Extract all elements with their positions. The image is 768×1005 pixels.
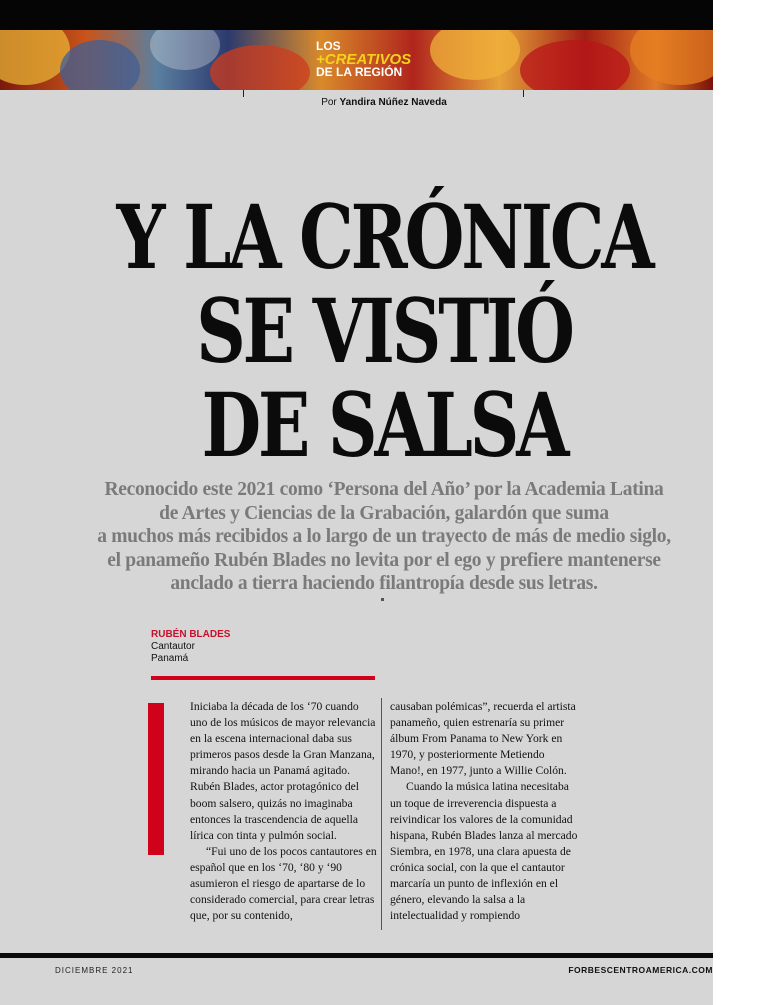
body-paragraph: “Fui uno de los pocos cantautores en español que en los ‘70, ‘80 y ‘90 asumieron el riesgo de apartarse de lo considerado comercial, para crear letras que, por su contenido, <box>190 844 377 923</box>
profile-name: RUBÉN BLADES <box>151 629 231 640</box>
byline-author: Yandira Núñez Naveda <box>339 97 447 108</box>
red-accent-bar <box>148 703 164 855</box>
section-title-line: DE LA REGIÓN <box>316 65 403 79</box>
headline-line: DE SALSA <box>201 373 567 477</box>
section-title-accent: +CREATIVOS <box>316 51 412 68</box>
byline-prefix: Por <box>321 97 337 108</box>
column-divider <box>381 698 382 930</box>
banner-paint-blob <box>60 40 140 90</box>
footer-rule <box>0 953 713 958</box>
banner-paint-blob <box>520 40 630 90</box>
body-paragraph: causaban polémicas”, recuerda el artista panameño, quien estrenaría su primer álbum From Panama to New York en 1970, y posteriormente Metiendo Mano!, en 1977, junto a Willie Colón. <box>390 700 576 778</box>
body-paragraph: Iniciaba la década de los ‘70 cuando uno de los músicos de mayor relevancia en la escena internacional daba sus primeros pasos desde la Gran Manzana, mirando hacia un Panamá agitado. Rubén Blades, actor protagónico del boom salsero, quizás no imaginaba entonces la trascendencia de aquella lírica con tinta y pulmón social. <box>190 700 376 842</box>
banner-paint-blob <box>630 30 713 85</box>
headline-line: Y LA CRÓNICA <box>116 185 652 289</box>
section-title <box>316 40 436 79</box>
footer-date: DICIEMBRE 2021 <box>55 966 134 975</box>
deck-line: Reconocido este 2021 como ‘Persona del Año’ por la Academia Latina <box>104 479 664 500</box>
section-title-line: LOS <box>316 39 341 53</box>
banner-paint-blob <box>0 30 70 85</box>
footer-website: FORBESCENTROAMERICA.COM <box>568 965 713 975</box>
body-column-left <box>190 699 378 924</box>
deck-line: el panameño Rubén Blades no levita por el ego y prefiere mantenerse <box>107 549 661 571</box>
deck-line: anclado a tierra haciendo filantropía desde sus letras. <box>170 573 598 594</box>
deck-subtitle <box>90 478 678 596</box>
headline-line: SE VISTIÓ <box>196 279 572 383</box>
page-margin <box>713 0 768 1005</box>
profile-box <box>151 629 230 665</box>
deck-end-dot <box>381 598 384 601</box>
banner-paint-blob <box>430 30 520 80</box>
profile-role: Cantautor <box>151 641 195 652</box>
banner-paint-blob <box>150 30 220 70</box>
headline <box>84 185 683 477</box>
body-paragraph: Cuando la música latina necesitaba un toque de irreverencia dispuesta a reivindicar los valores de la comunidad hispana, Rubén Blades lanza al mercado Siembra, en 1978, una clara apuesta de crónica social, con la que el cantautor marcaría un punto de inflexión en el género, elevando la salsa a la intelectualidad y rompiendo <box>390 780 578 923</box>
body-column-right <box>390 699 578 924</box>
deck-line: de Artes y Ciencias de la Grabación, galardón que suma <box>159 502 609 524</box>
byline <box>0 97 768 108</box>
banner-paint-blob <box>210 45 310 90</box>
deck-line: a muchos más recibidos a lo largo de un trayecto de más de medio siglo, <box>97 526 671 547</box>
profile-country: Panamá <box>151 653 189 664</box>
red-divider <box>151 676 375 680</box>
top-black-strip <box>0 0 713 30</box>
crop-tick <box>523 90 524 97</box>
section-banner <box>0 30 713 90</box>
crop-tick <box>243 90 244 97</box>
